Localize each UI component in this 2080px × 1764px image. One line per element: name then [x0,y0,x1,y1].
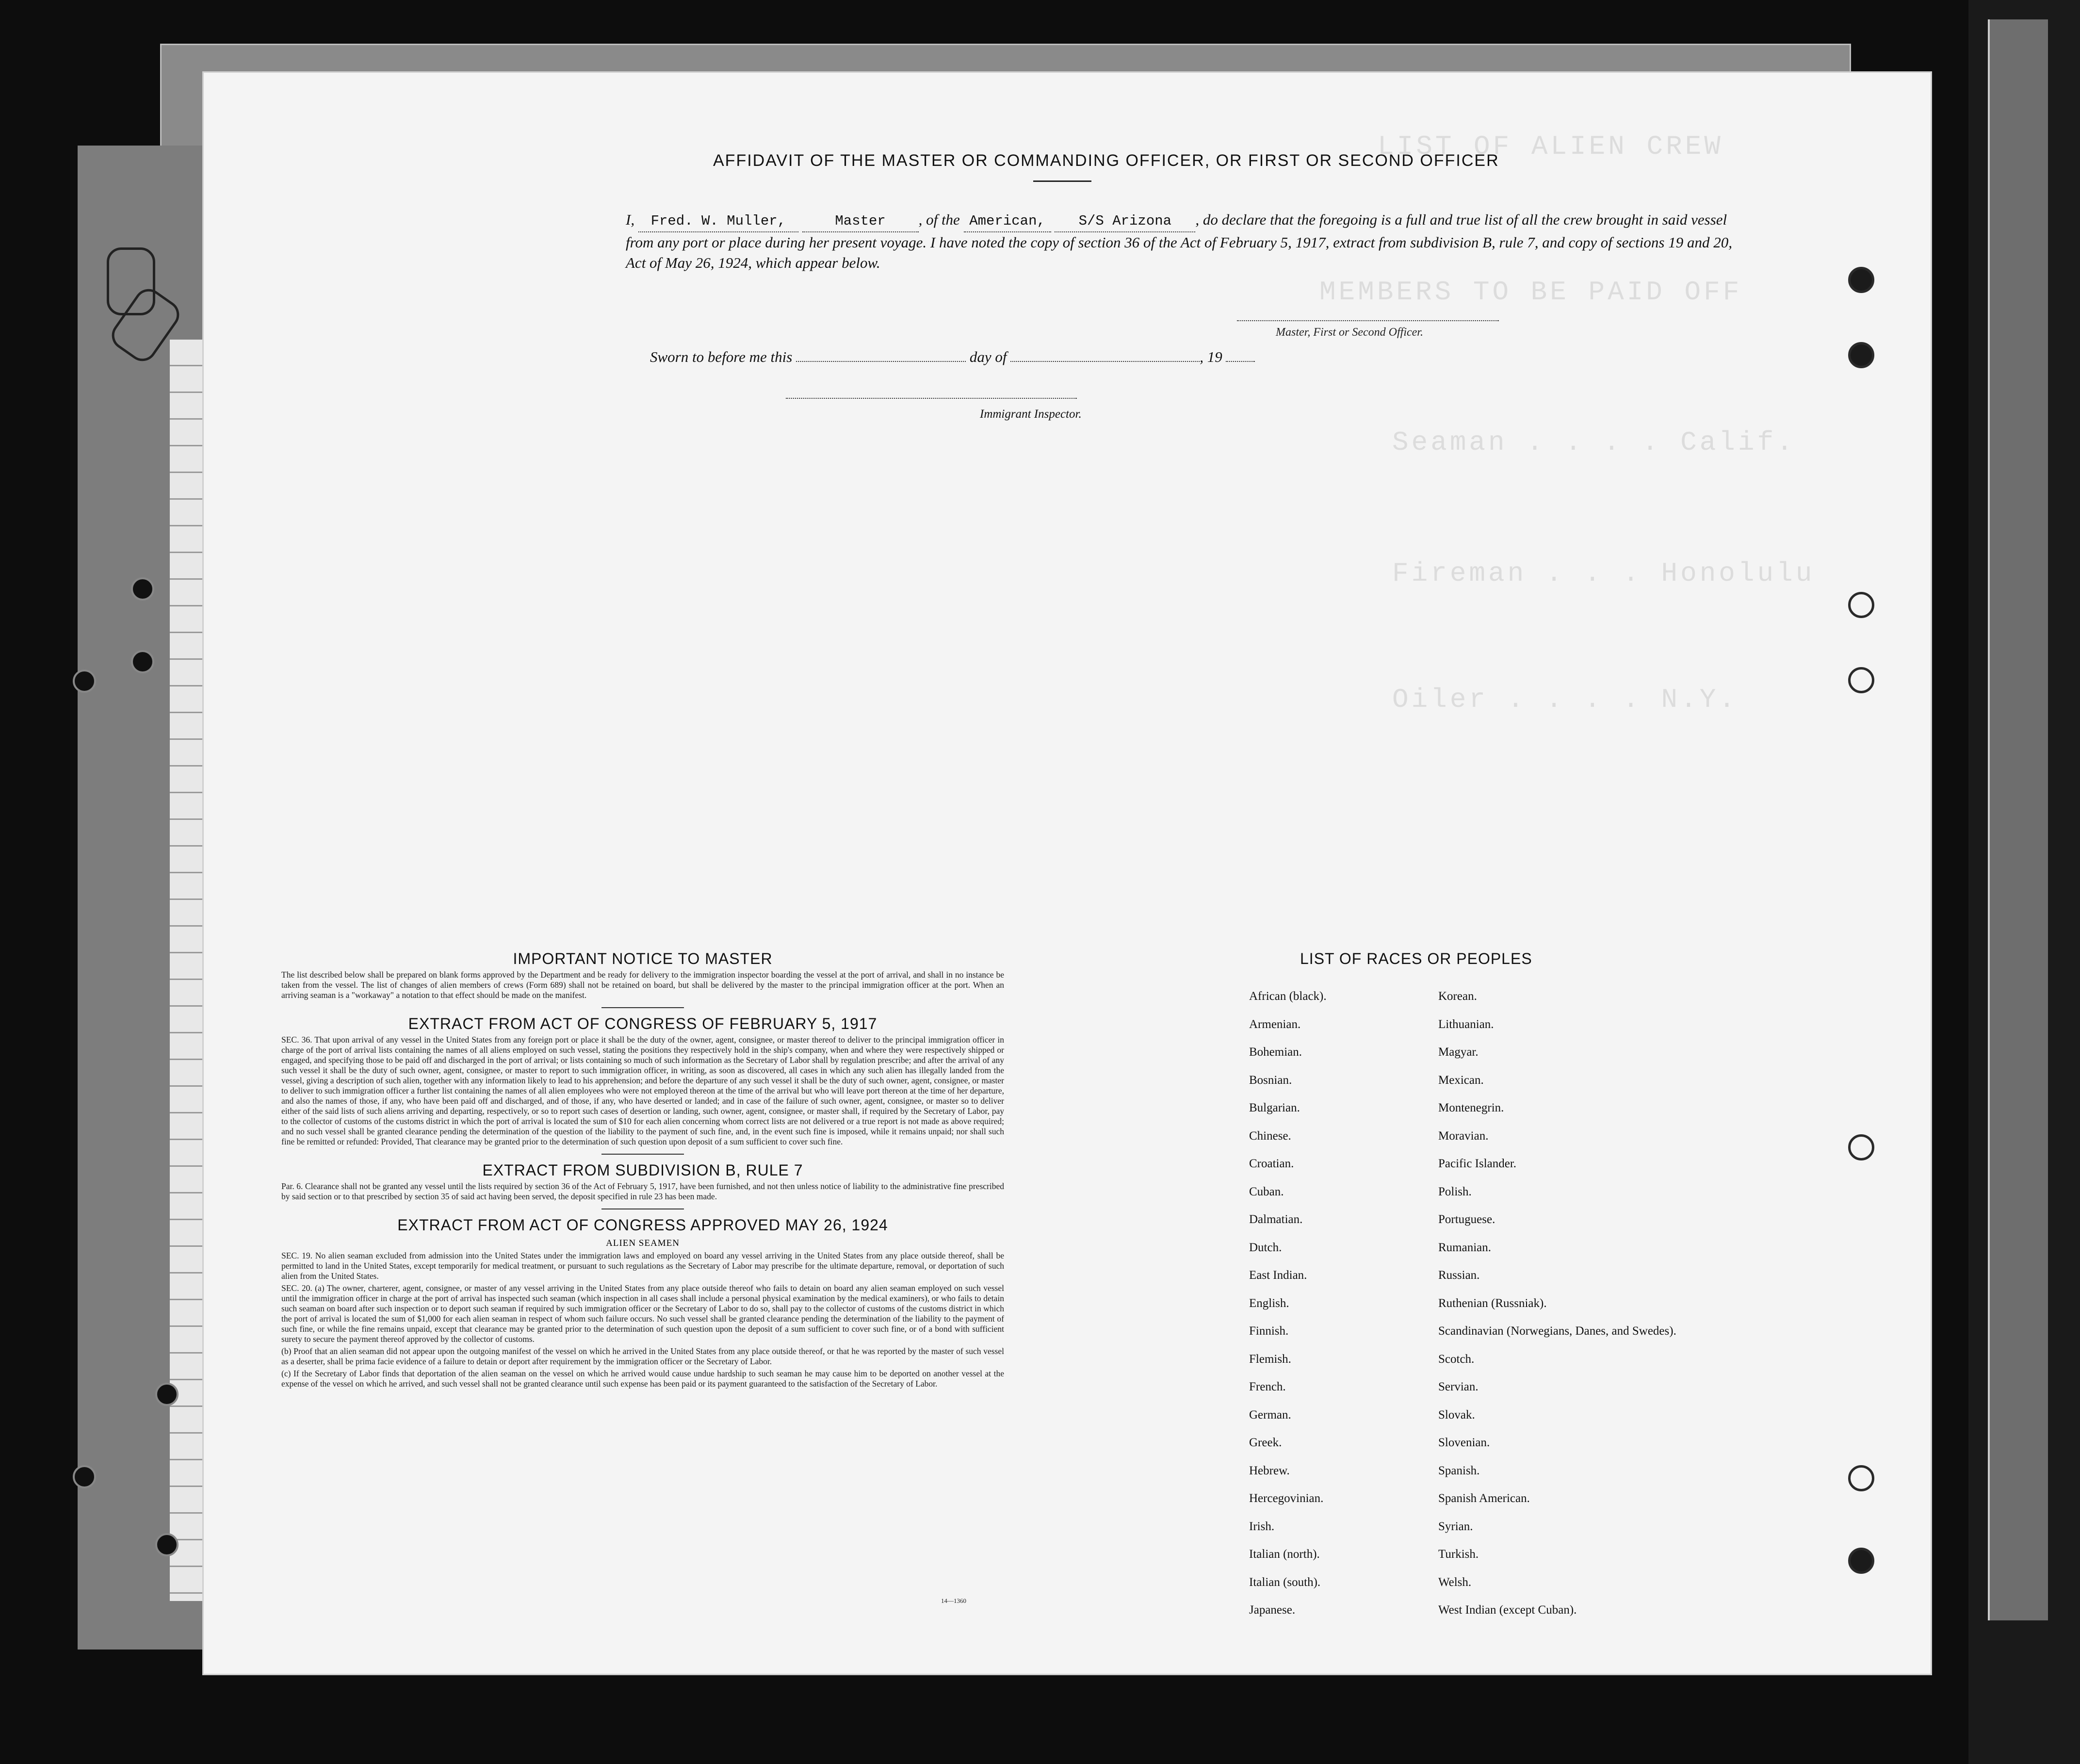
race-item: Moravian. [1438,1129,1489,1143]
race-item: English. [1249,1296,1289,1310]
notice-text: The list described below shall be prepared on blank forms approved by the Department and be ready for delivery to the immigration inspector boarding the vessel at the port of arrival, and shall in no instance be taken from the vessel. The list of changes of alien members of crews (Form 689) shall not be retained on board, but shall be delivered by the master to the principal immigration officer at the port. When an arriving seaman is a "workaway" a notation to that effect should be made on the manifest. [281,970,1004,1000]
race-item: Scandinavian (Norwegians, Danes, and Swedes). [1438,1324,1676,1338]
races-title: LIST OF RACES OR PEOPLES [1300,950,1532,967]
sworn-line [650,348,1255,366]
sec20a-text: SEC. 20. (a) The owner, charterer, agent, consignee, or master of any vessel arriving in the United States from any place outside thereof who fails to detain on board any alien seaman employed on such vessel until the immigration officer in charge at the port of arrival has inspected such seaman (which inspection in all cases shall include a personal physical examination by the medical examiners), or who fails to detain such seaman on board after such inspection or to deport such seaman if required by such immigration officer or the Secretary of Labor to do so, shall pay to the collector of customs of the customs district in which the port of arrival is located the sum of $1,000 for each alien seaman in respect of whom such failure occurs. No such vessel shall be granted clearance pending the determination of the liability to the payment of such fine, or while the fine remains unpaid, except that clearance may be granted prior to the determination of such question upon the deposit of a sum sufficient to cover such fine, or of a bond with sufficient surety to secure the payment thereof approved by the collector of customs. [281,1283,1004,1344]
race-item: Hercegovinian. [1249,1492,1324,1505]
sworn-month-blank [1010,361,1200,362]
punch-hole [1848,1134,1874,1160]
race-item: West Indian (except Cuban). [1438,1603,1577,1617]
race-item: Montenegrin. [1438,1101,1504,1114]
sworn-prefix: Sworn to before me this [650,348,793,365]
punch-hole [1848,592,1874,618]
sec20c-text: (c) If the Secretary of Labor finds that deportation of the alien seaman on the vessel on which he arrived would cause undue hardship to such seaman he may cause him to be deported on another vessel at the expense of the vessel on which he arrived, and such vessel shall not be granted clearance until such expense has been paid or its payment guaranteed to the satisfaction of the Secretary of Labor. [281,1369,1004,1388]
race-item: Italian (south). [1249,1575,1321,1589]
punch-hole [1848,267,1874,293]
race-item: Finnish. [1249,1324,1289,1338]
race-item: Chinese. [1249,1129,1291,1143]
pronoun: I, [626,211,635,228]
nationality-field: American, [964,211,1051,232]
race-item: Hebrew. [1249,1464,1290,1477]
race-item: Japanese. [1249,1603,1296,1617]
binder-hole [131,650,154,673]
extract-1917-text: SEC. 36. That upon arrival of any vessel in the United States from any foreign port or place it shall be the duty of the owner, agent, consignee, or master thereof to deliver to the principal immigration officer in charge of the port of arrival lists containing the names of all aliens employed on such vessel, stating the positions they respectively hold in the ship's company, when and where they were respectively shipped or engaged, and specifying those to be paid off and discharged in the port of arrival; or lists containing so much of such information as the Secretary of Labor shall by regulation prescribe; and after the arrival of any such vessel it shall be the duty of such owner, agent, consignee, or master to report to such immigration officer, in writing, as soon as discovered, all cases in which any such alien has illegally landed from the vessel, giving a description of such alien, together with any information likely to lead to his apprehension; and before the departure of any such vessel it shall be the duty of such owner, agent, consignee, or master to deliver to such immigration officer a further list containing the names of all alien employees who were not employed thereon at the time of the arrival but who will leave port thereon at the time of her departure, and also the names of those, if any, who have been paid off and discharged, and of those, if any, who have deserted or landed; and in case of the failure of such owner, agent, consignee, or master so to deliver either of the said lists of such aliens arriving and departing, respectively, or so to report such cases of desertion or landing, such owner, agent, consignee, or master shall, if required by the Secretary of Labor, pay to the collector of customs of the customs district in which the port of arrival is located the sum of $10 for each alien concerning whom correct lists are not delivered or a true report is not made as above required; and no such vessel shall be granted clearance pending the determination of the question of the liability to the payment of such fine, and, in the event such fine is imposed, while it remains unpaid; nor shall such fine be remitted or refunded: Provided, That clearance may be granted prior to the determination of such question upon deposit of a sum sufficient to cover such fine. [281,1035,1004,1146]
race-item: Portuguese. [1438,1213,1495,1226]
binder-hole [155,1533,179,1556]
race-item: Korean. [1438,990,1477,1003]
alien-seamen-heading: ALIEN SEAMEN [606,1238,680,1248]
race-item: Polish. [1438,1185,1472,1198]
race-item: Turkish. [1438,1548,1479,1561]
inspector-label: Immigrant Inspector. [980,408,1082,421]
race-item: Spanish. [1438,1464,1480,1477]
race-item: Cuban. [1249,1185,1284,1198]
race-item: African (black). [1249,990,1327,1003]
race-item: Dutch. [1249,1241,1282,1254]
form-number: 14—1360 [941,1597,966,1604]
binder-hole [155,1383,179,1406]
vessel-field: S/S Arizona [1055,211,1195,232]
punch-hole [1848,1548,1874,1574]
section-rule [601,1007,684,1008]
of-the-text: , of the [918,211,960,228]
sec19-text: SEC. 19. No alien seaman excluded from admission into the United States under the immigration laws and employed on board any vessel arriving in the United States from any place outside thereof, shall be permitted to land in the United States, except temporarily for medical treatment, or pursuant to such regulations as the Secretary of Labor may prescribe for the ultimate departure, removal, or deportation of such alien from the United States. [281,1251,1004,1281]
binder-hole [73,670,96,693]
race-item: Spanish American. [1438,1492,1530,1505]
race-item: Bohemian. [1249,1045,1302,1059]
races-left-column [1249,990,1327,1632]
race-item: Welsh. [1438,1575,1472,1589]
race-item: Croatian. [1249,1157,1294,1170]
race-item: Irish. [1249,1519,1275,1533]
inspector-line [786,398,1077,399]
affidavit-declaration [626,210,1751,273]
race-item: German. [1249,1408,1291,1421]
sworn-year-text: , 19 [1200,348,1222,365]
race-item: Pacific Islander. [1438,1157,1517,1170]
race-item: Flemish. [1249,1352,1291,1366]
notice-column [281,950,1004,1389]
extract-1917-title: EXTRACT FROM ACT OF CONGRESS OF FEBRUARY 5, 1917 [408,1015,878,1032]
sec20b-text: (b) Proof that an alien seaman did not appear upon the outgoing manifest of the vessel on which he arrived in the United States from any place outside thereof, or that he was reported by the master of such vessel as a deserter, shall be prima facie evidence of a failure to detain or deport after requirement by the immigration officer or the Secretary of Labor. [281,1346,1004,1366]
race-item: Russian. [1438,1269,1480,1282]
punch-hole [1848,667,1874,693]
binder-hole [131,577,154,601]
race-item: Ruthenian (Russniak). [1438,1296,1547,1310]
race-item: Syrian. [1438,1519,1473,1533]
race-item: Scotch. [1438,1352,1475,1366]
title-rule [1033,180,1091,182]
race-item: Greek. [1249,1436,1282,1449]
signature-line [1237,320,1499,321]
section-rule [601,1154,684,1155]
race-item: Servian. [1438,1380,1479,1393]
declaration-body: that the foregoing is a full and true list of all the crew brought in said vessel from any port or place during her present voyage. I have noted the copy of section 36 of the Act of February 5, 1917, extract from subdivision B, rule 7, and copy of sections 19 and 20, Act of May 26, 1924, which appear below. [626,211,1732,271]
race-item: East Indian. [1249,1269,1307,1282]
race-item: Mexican. [1438,1073,1484,1087]
rule7-title: EXTRACT FROM SUBDIVISION B, RULE 7 [482,1161,803,1179]
race-item: French. [1249,1380,1286,1393]
affidavit-title: AFFIDAVIT OF THE MASTER OR COMMANDING OFFICER, OR FIRST OR SECOND OFFICER [713,151,1499,170]
notice-title: IMPORTANT NOTICE TO MASTER [513,950,773,967]
master-name-field: Fred. W. Muller, [638,211,798,232]
rule7-text: Par. 6. Clearance shall not be granted any vessel until the lists required by section 36 of the Act of February 5, 1917, have been furnished, and not then unless notice of liability to the administrative fine prescribed by said section or to that prescribed by section 35 of said act having been served, the deposit specified in rule 23 has been made. [281,1181,1004,1201]
right-binder-edge [1968,0,2080,1764]
manifest-sheet: LIST OF ALIEN CREW MEMBERS TO BE PAID OFF Seaman . . . . Calif. Fireman . . . Honolulu Oiler . . . . N.Y. AFFIDAVIT OF THE MASTER OR COMMANDING OFFICER, OR FIRST OR SECOND OFFICER I, Fred. W. Muller, Master , of the American, S/S Arizona , do declare that the foregoing is a full and true list of all the crew brought in said vessel from any port or place during her present voyage. I have noted the copy of section 36 of the Act of February 5, 1917, extract from subdivision B, rule 7, and copy of sections 19 and 20, Act of May 26, 1924, which appear below. Master, First or Second Officer. Sworn to before me this day of , 19 Immigrant Inspector. IMPORTANT NOTICE TO MASTER The list described below shall be prepared on blank forms approved by the Department and be ready for delivery to the immigration inspector boarding the vessel at the port of arrival, and shall in no instance be taken from the vessel. The list of changes of alien members of crews (Form 689) shall not be retained on board, but shall be delivered by the master to the principal immigration officer at the port. When an arriving seaman is a "workaway" a notation to that effect should be made on the manifest. EXTRACT FROM ACT OF CONGRESS OF FEBRUARY 5, 1917 SEC. 36. That upon arrival of any vessel in the United States from any foreign port or place it shall be the duty of the owner, agent, consignee, or master thereof to deliver to the principal immigration officer in charge of the port of arrival lists containing the names of all aliens employed on such vessel, stating the positions they respectively hold in the ship's company, when and where they were respectively shipped or engaged, and specifying those to be paid off and discharged in the port of arrival; or lists containing so much of such information as the Secretary of Labor shall by regulation prescribe; and after the arrival of any such vessel it shall be the duty of such owner, agent, consignee, or master to report to such immigration officer, in writing, as soon as discovered, all cases in which any such alien has illegally landed from the vessel, giving a description of such alien, together with any information likely to lead to his apprehension; and before the departure of any such vessel it shall be the duty of such owner, agent, consignee, or master to deliver to such immigration officer a further list containing the names of all alien employees who were not employed thereon at the time of the arrival but who will leave port thereon at the time of her departure, and also the names of those, if any, who have been paid off and discharged, and of those, if any, who have deserted or landed; and in case of the failure of such owner, agent, consignee, or master so to deliver either of the said lists of such aliens arriving and departing, respectively, or so to report such cases of desertion or landing, such owner, agent, consignee, or master shall, if required by the Secretary of Labor, pay to the collector of customs of the customs district in which the port of arrival is located the sum of $10 for each alien concerning whom correct lists are not delivered or a true report is not made as above required; and no such vessel shall be granted clearance pending the determination of the question of the liability to the payment of such fine, and, in the event such fine is imposed, while it remains unpaid; nor shall such fine be remitted or refunded: Provided, That clearance may be granted prior to the determination of such question upon deposit of a sum sufficient to cover such fine. EXTRACT FROM SUBDIVISION B, RULE 7 Par. 6. Clearance shall not be granted any vessel until the lists required by section 36 of the Act of February 5, 1917, have been furnished, and not then unless notice of liability to the administrative fine prescribed by said section or to that prescribed by section 35 of said act having been served, the deposit specified in rule 23 has been made. EXTRACT FROM ACT OF CONGRESS APPROVED MAY 26, 1924 ALIEN SEAMEN SEC. 19. No alien seaman excluded from admission into the United States under the immigration laws and employed on board any vessel arriving in the United States from any place outside thereof, shall be permitted to land in the United States, except temporarily for medical treatment, or pursuant to such regulations as the Secretary of Labor may prescribe for the ultimate departure, removal, or deportation of such alien from the United States. SEC. 20. (a) The owner, charterer, agent, consignee, or master of any vessel arriving in the United States from any place outside thereof who fails to detain on board any alien seaman employed on such vessel until the immigration officer in charge at the port of arrival has inspected such seaman (which inspection in all cases shall include a personal physical examination by the medical examiners), or who fails to detain such seaman on board after such inspection or to deport such seaman if required by such immigration officer or the Secretary of Labor to do so, shall pay to the collector of customs of the customs district in which the port of arrival is located the sum of $1,000 for each alien seaman in respect of whom such failure occurs. No such vessel shall be granted clearance pending the determination of the liability to the payment of such fine, or while the fine remains unpaid, except that clearance may be granted prior to the determination of such question upon the deposit of a sum sufficient to cover such fine, or of a bond with sufficient surety to secure the payment thereof approved by the collector of customs. (b) Proof that an alien seaman did not appear upon the outgoing manifest of the vessel on which he arrived in the United States from any place outside thereof, or that he was reported by the master of such vessel as a deserter, shall be prima facie evidence of a failure to detain or deport after requirement by the immigration officer or the Secretary of Labor. (c) If the Secretary of Labor finds that deportation of the alien seaman on the vessel on which he arrived would cause undue hardship to such seaman he may cause him to be deported on another vessel at the expense of the vessel on which he arrived, and such vessel shall not be granted clearance until such expense has been paid or its payment guaranteed to the satisfaction of the Secretary of Labor. 14—1360 LIST OF RACES OR PEOPLES African (black). Armenian. Bohemian. Bosnian. Bulgarian. Chinese. Croatian. Cuban. Dalmatian. Dutch. East Indian. English. Finnish. Flemish. French. German. Greek. Hebrew. Hercegovinian. Irish. Italian (north). Italian (south). Japanese. Korean. Lithuanian. Magyar. Mexican. Montenegrin. Moravian. Pacific Islander. Polish. Portuguese. Rumanian. Russian. Ruthenian (Russniak). Scandinavian (Norwegians, Danes, and Swedes). Scotch. Servian. Slovak. Slovenian. Spanish. Spanish American. Syrian. Turkish. Welsh. West Indian (except Cuban). [204,73,1931,1674]
punch-hole [1848,1465,1874,1491]
race-item: Slovenian. [1438,1436,1490,1449]
sworn-day-text: day of [969,348,1007,365]
sworn-year-blank [1226,361,1255,362]
race-item: Dalmatian. [1249,1213,1303,1226]
race-item: Italian (north). [1249,1548,1320,1561]
race-item: Lithuanian. [1438,1017,1494,1031]
binder-hole [73,1465,96,1488]
sworn-day-blank [796,361,966,362]
races-right-column [1438,990,1676,1632]
race-item: Bosnian. [1249,1073,1292,1087]
rank-field: Master [802,211,919,232]
race-item: Armenian. [1249,1017,1301,1031]
race-item: Rumanian. [1438,1241,1492,1254]
signature-label: Master, First or Second Officer. [1276,326,1423,339]
race-item: Slovak. [1438,1408,1475,1421]
declare-text: , do declare [1195,211,1267,228]
race-item: Magyar. [1438,1045,1479,1059]
extract-1924-title: EXTRACT FROM ACT OF CONGRESS APPROVED MAY 26, 1924 [397,1216,888,1234]
punch-hole [1848,342,1874,368]
race-item: Bulgarian. [1249,1101,1300,1114]
